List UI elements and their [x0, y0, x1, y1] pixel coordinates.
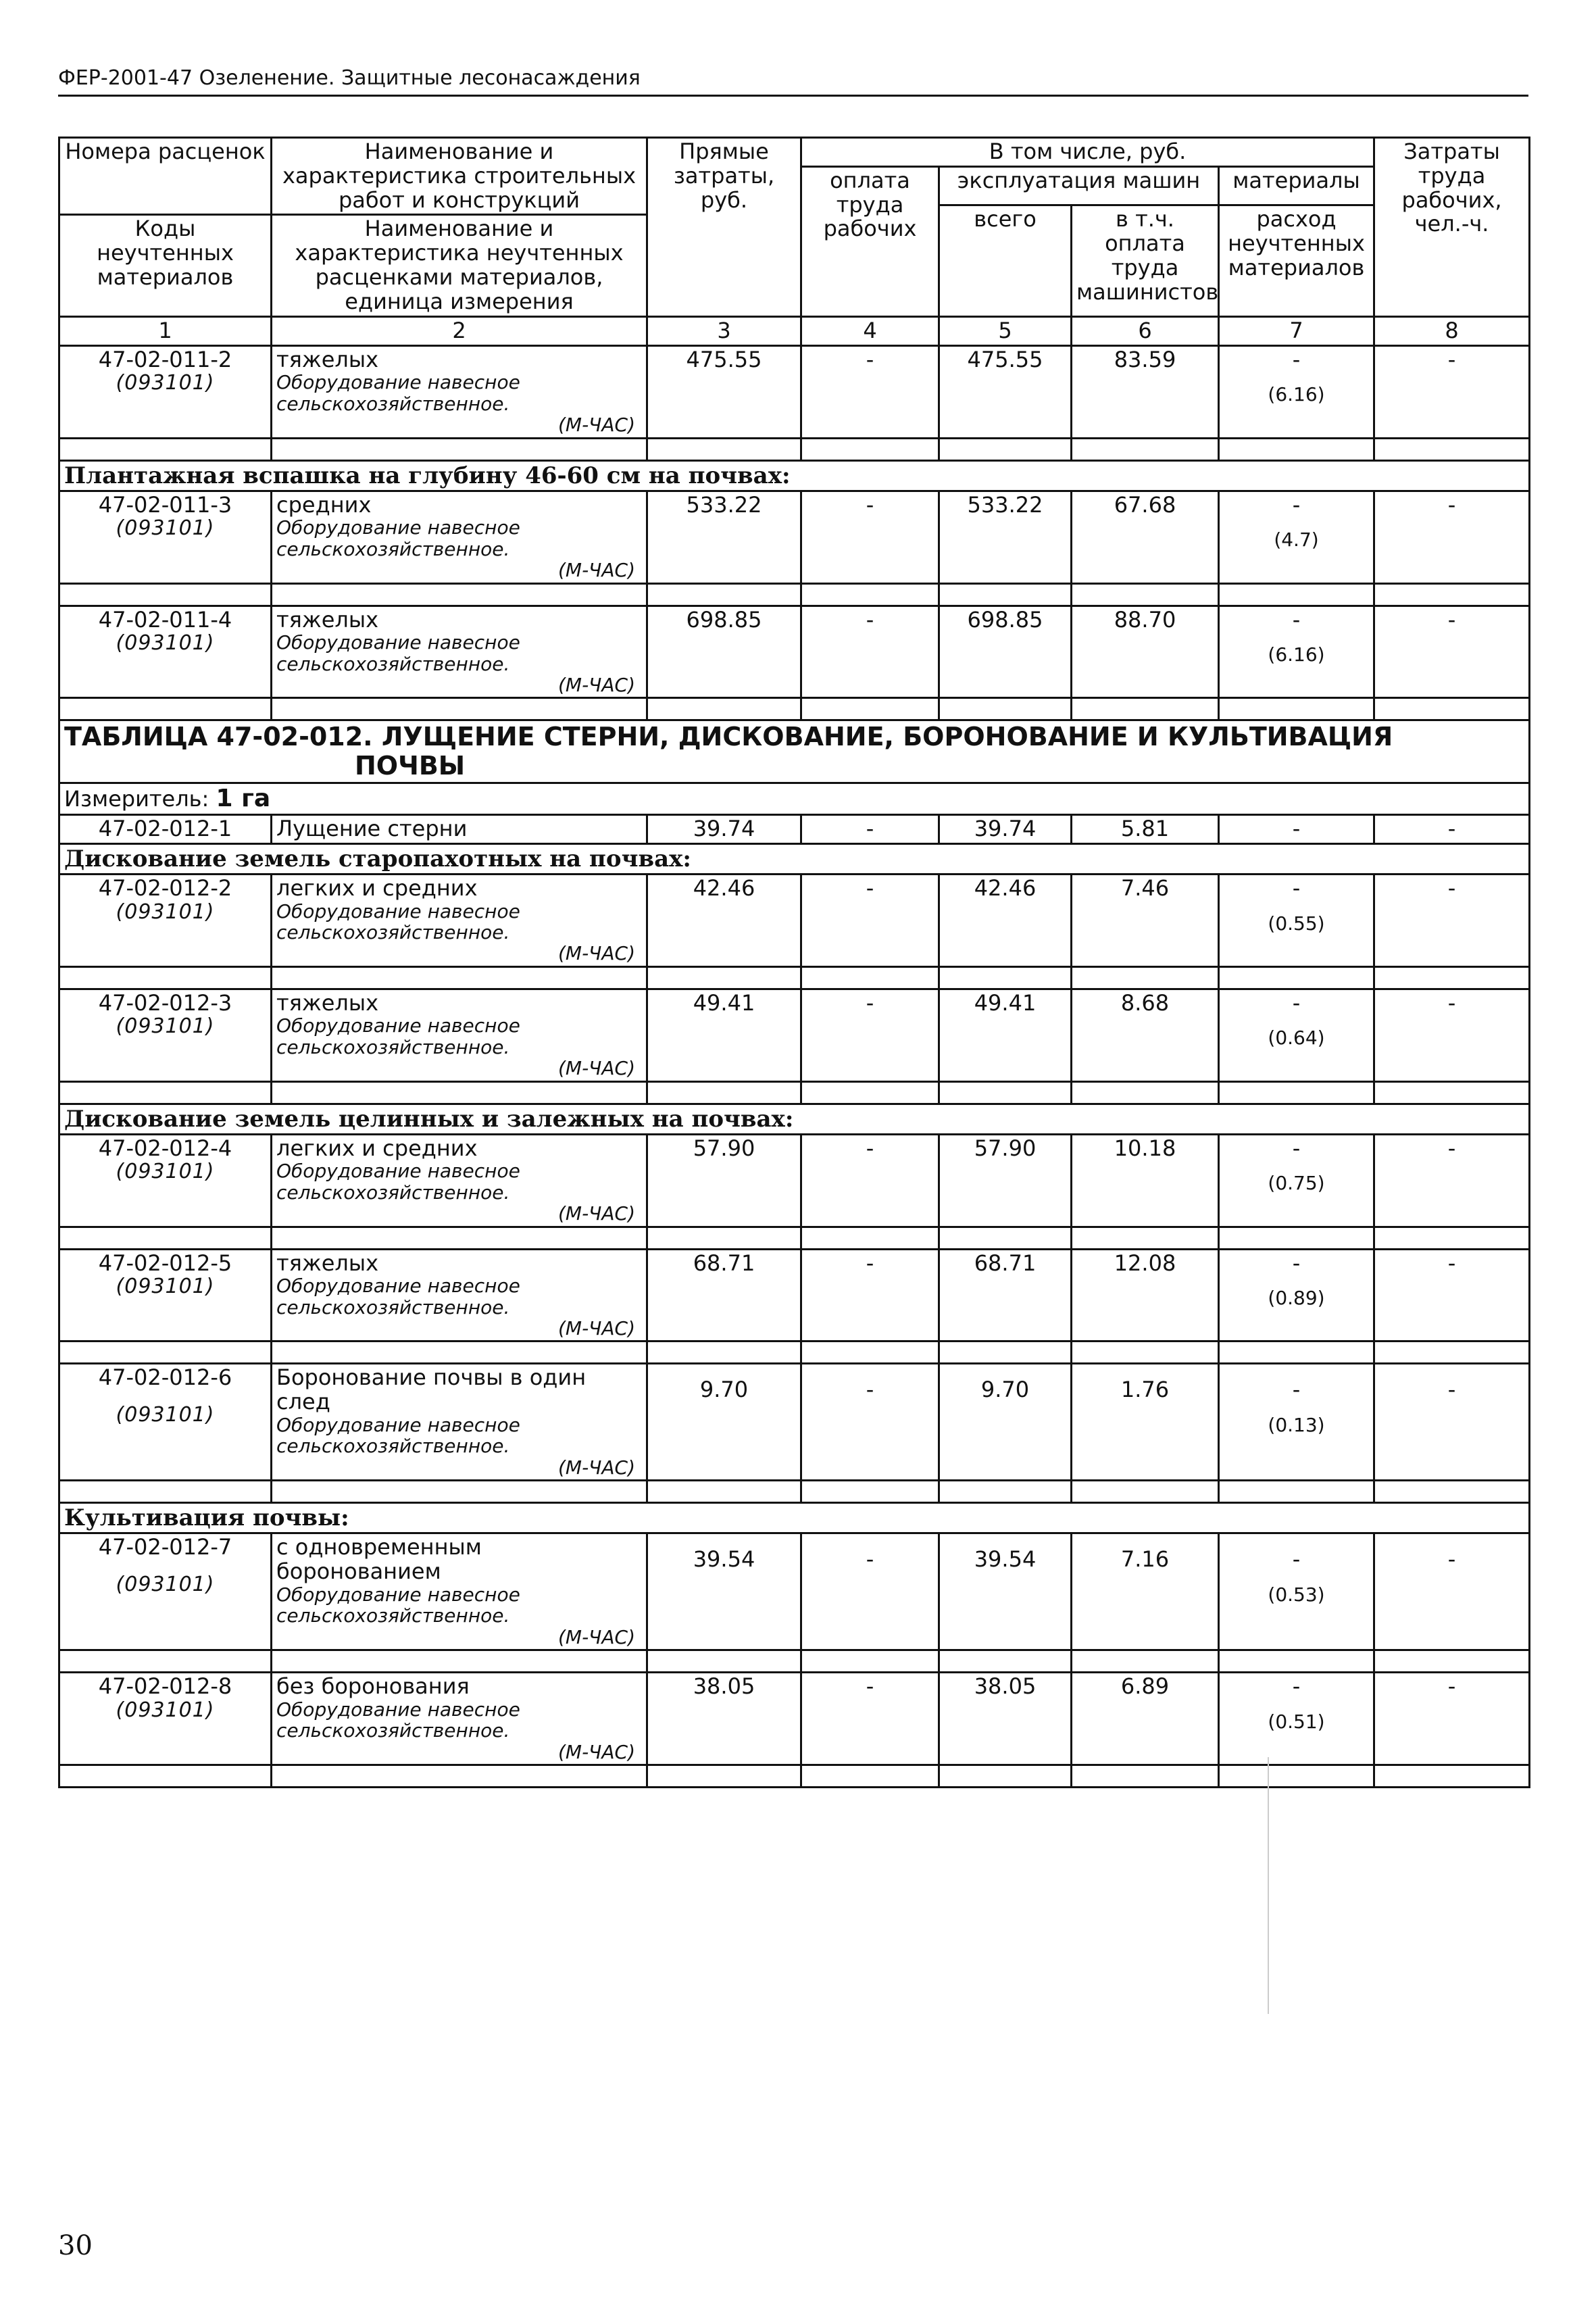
spacer-cell — [647, 1341, 801, 1364]
rate-code-cell — [59, 1672, 272, 1765]
machinist-pay: 83.59 — [1072, 345, 1219, 438]
machinist-pay: 5.81 — [1072, 814, 1219, 843]
rate-code-cell — [59, 606, 272, 698]
spacer-cell — [1219, 1081, 1374, 1104]
table-row — [59, 606, 1530, 698]
table-row — [59, 1134, 1530, 1227]
work-description — [272, 989, 647, 1081]
material-code: (093101) — [116, 1160, 215, 1184]
spacer-cell — [939, 583, 1072, 606]
machinist-pay: 88.70 — [1072, 606, 1219, 698]
labor-pay: - — [801, 814, 939, 843]
table-row — [59, 1364, 1530, 1481]
direct-cost: 698.85 — [647, 606, 801, 698]
work-name: тяжелых — [276, 346, 379, 372]
material-code: (093101) — [116, 371, 215, 395]
machinist-pay: 12.08 — [1072, 1249, 1219, 1341]
material-use-cell — [1219, 345, 1374, 438]
spacer-cell — [59, 1081, 272, 1104]
material-unit: (М-ЧАС) — [557, 1317, 635, 1340]
material-use-cell — [1219, 606, 1374, 698]
machines-total: 42.46 — [939, 874, 1072, 966]
table-row — [59, 989, 1530, 1081]
spacer-cell — [59, 438, 272, 460]
spacer-cell — [939, 1765, 1072, 1787]
work-name: средних — [276, 491, 372, 518]
material-code: (093101) — [116, 1573, 215, 1597]
direct-cost: 39.74 — [647, 814, 801, 843]
labor-pay: - — [801, 1533, 939, 1650]
direct-cost: 57.90 — [647, 1134, 801, 1227]
material-unit: (М-ЧАС) — [557, 674, 635, 697]
work-description — [272, 1364, 647, 1481]
material-use-dash: - — [1292, 1250, 1301, 1276]
table-title-line2: ПОЧВЫ — [355, 750, 466, 781]
table-row — [59, 1249, 1530, 1341]
material-use-qty: (0.89) — [1268, 1287, 1325, 1310]
spacer-cell — [272, 966, 647, 989]
rate-code-cell — [59, 1249, 272, 1341]
material-use-cell — [1219, 1364, 1374, 1481]
spacer-cell — [1374, 1650, 1530, 1672]
labor-pay: - — [801, 491, 939, 583]
spacer-cell — [59, 1765, 272, 1787]
direct-cost: 38.05 — [647, 1672, 801, 1765]
work-description — [272, 1249, 647, 1341]
work-name: тяжелых — [276, 989, 379, 1016]
spacer-cell — [647, 1481, 801, 1503]
spacer-cell — [1219, 438, 1374, 460]
spacer-cell — [1219, 966, 1374, 989]
rate-code: 47-02-012-4 — [98, 1135, 232, 1161]
section-heading: Культивация почвы: — [59, 1503, 1530, 1533]
work-name: тяжелых — [276, 1250, 379, 1276]
material-unit: (М-ЧАС) — [557, 414, 635, 437]
material-name: Оборудование навесное сельскохозяйственное. — [276, 516, 520, 560]
material-unit: (М-ЧАС) — [557, 559, 635, 582]
material-use-cell — [1219, 1249, 1374, 1341]
row-spacer — [59, 966, 1530, 989]
col-header-labor-pay: оплата труда рабочих — [801, 166, 939, 316]
labor-pay: - — [801, 606, 939, 698]
spacer-cell — [1219, 1341, 1374, 1364]
material-use-cell — [1219, 1134, 1374, 1227]
rate-code-cell — [59, 1134, 272, 1227]
rate-code: 47-02-012-6 — [98, 1364, 232, 1391]
spacer-cell — [1374, 698, 1530, 720]
material-use-dash: - — [1292, 875, 1301, 901]
material-use-dash: - — [1292, 1673, 1301, 1699]
row-spacer — [59, 1227, 1530, 1249]
spacer-cell — [1374, 1765, 1530, 1787]
rate-code: 47-02-011-3 — [98, 491, 232, 518]
spacer-cell — [1374, 438, 1530, 460]
labor-pay: - — [801, 1249, 939, 1341]
row-spacer — [59, 1765, 1530, 1787]
spacer-cell — [939, 1481, 1072, 1503]
labor-hours: - — [1374, 1364, 1530, 1481]
machinist-pay: 10.18 — [1072, 1134, 1219, 1227]
col-header-group: В том числе, руб. — [801, 138, 1374, 167]
spacer-cell — [801, 438, 939, 460]
rate-code-cell — [59, 1364, 272, 1481]
col-number: 8 — [1374, 316, 1530, 345]
material-name: Оборудование навесное сельскохозяйственное. — [276, 1414, 520, 1458]
material-use-dash: - — [1292, 346, 1301, 372]
spacer-cell — [801, 1765, 939, 1787]
spacer-cell — [939, 438, 1072, 460]
machines-total: 9.70 — [939, 1364, 1072, 1481]
machinist-pay: 7.46 — [1072, 874, 1219, 966]
spacer-cell — [272, 583, 647, 606]
material-unit: (М-ЧАС) — [557, 1057, 635, 1080]
row-spacer — [59, 438, 1530, 460]
material-use-qty: (0.13) — [1268, 1414, 1325, 1437]
work-description — [272, 1533, 647, 1650]
material-use: - — [1219, 814, 1374, 843]
section-heading: Дискование земель старопахотных на почвах: — [59, 843, 1530, 874]
labor-hours: - — [1374, 874, 1530, 966]
labor-pay: - — [801, 874, 939, 966]
machinist-pay: 7.16 — [1072, 1533, 1219, 1650]
labor-pay: - — [801, 1672, 939, 1765]
spacer-cell — [801, 1227, 939, 1249]
row-spacer — [59, 583, 1530, 606]
document-header: ФЕР-2001-47 Озеленение. Защитные лесонасаждения — [58, 66, 641, 90]
work-name: Лущение стерни — [272, 814, 647, 843]
col-header-machines: эксплуатация машин — [939, 166, 1219, 205]
spacer-cell — [801, 583, 939, 606]
material-use-qty: (6.16) — [1268, 643, 1325, 666]
labor-hours: - — [1374, 1533, 1530, 1650]
rate-code-cell — [59, 989, 272, 1081]
spacer-cell — [1072, 1081, 1219, 1104]
work-name: тяжелых — [276, 606, 379, 633]
machines-total: 698.85 — [939, 606, 1072, 698]
spacer-cell — [1072, 966, 1219, 989]
col-number: 3 — [647, 316, 801, 345]
material-use-qty: (0.64) — [1268, 1027, 1325, 1050]
rate-code: 47-02-012-2 — [98, 875, 232, 901]
measure-row — [59, 783, 1530, 814]
material-code: (093101) — [116, 631, 215, 656]
material-name: Оборудование навесное сельскохозяйственное. — [276, 1160, 520, 1204]
spacer-cell — [1072, 583, 1219, 606]
table-title — [59, 720, 1530, 783]
machines-total: 57.90 — [939, 1134, 1072, 1227]
spacer-cell — [647, 583, 801, 606]
row-spacer — [59, 1481, 1530, 1503]
spacer-cell — [801, 1081, 939, 1104]
rate-code: 47-02-012-5 — [98, 1250, 232, 1276]
material-use-dash: - — [1292, 989, 1301, 1016]
measure-value: 1 га — [216, 784, 271, 812]
col-number: 2 — [272, 316, 647, 345]
spacer-cell — [1072, 1481, 1219, 1503]
spacer-cell — [939, 966, 1072, 989]
rate-code-cell — [59, 874, 272, 966]
material-use-cell — [1219, 1672, 1374, 1765]
spacer-cell — [801, 1650, 939, 1672]
machines-total: 68.71 — [939, 1249, 1072, 1341]
machinist-pay: 67.68 — [1072, 491, 1219, 583]
spacer-cell — [801, 1481, 939, 1503]
table-row — [59, 491, 1530, 583]
labor-pay: - — [801, 1134, 939, 1227]
spacer-cell — [939, 698, 1072, 720]
col-number: 1 — [59, 316, 272, 345]
material-use-qty: (0.51) — [1268, 1710, 1325, 1733]
spacer-cell — [647, 1227, 801, 1249]
col-number: 4 — [801, 316, 939, 345]
spacer-cell — [1072, 1650, 1219, 1672]
rate-code-cell — [59, 491, 272, 583]
col-header-material-codes: Коды неучтенных материалов — [59, 215, 272, 316]
spacer-cell — [1219, 698, 1374, 720]
material-use-qty: (0.55) — [1268, 912, 1325, 935]
work-description — [272, 606, 647, 698]
page-number: 30 — [58, 2230, 93, 2261]
labor-hours: - — [1374, 606, 1530, 698]
material-name: Оборудование навесное сельскохозяйственное. — [276, 1275, 520, 1319]
material-use-cell — [1219, 874, 1374, 966]
spacer-cell — [59, 1481, 272, 1503]
material-name: Оборудование навесное сельскохозяйственное. — [276, 631, 520, 675]
spacer-cell — [1219, 1481, 1374, 1503]
table-title-line1: ТАБЛИЦА 47-02-012. ЛУЩЕНИЕ СТЕРНИ, ДИСКОВАНИЕ, БОРОНОВАНИЕ И КУЛЬТИВАЦИЯ — [64, 722, 1393, 752]
labor-pay: - — [801, 345, 939, 438]
labor-pay: - — [801, 989, 939, 1081]
col-number: 5 — [939, 316, 1072, 345]
material-code: (093101) — [116, 1403, 215, 1427]
row-spacer — [59, 1081, 1530, 1104]
work-description — [272, 491, 647, 583]
col-number: 6 — [1072, 316, 1219, 345]
col-header-material-name: Наименование и характеристика неучтенных расценками материалов, единица измерения — [272, 215, 647, 316]
spacer-cell — [801, 966, 939, 989]
row-spacer — [59, 1650, 1530, 1672]
material-code: (093101) — [116, 900, 215, 924]
col-number: 7 — [1219, 316, 1374, 345]
spacer-cell — [1219, 583, 1374, 606]
rate-code-cell — [59, 1533, 272, 1650]
spacer-cell — [59, 1341, 272, 1364]
spacer-cell — [272, 1081, 647, 1104]
spacer-cell — [1072, 1765, 1219, 1787]
work-name: легких и средних — [276, 875, 478, 901]
material-use-qty: (0.75) — [1268, 1172, 1325, 1195]
spacer-cell — [59, 583, 272, 606]
col-header-labor-hours: Затраты труда рабочих, чел.-ч. — [1374, 138, 1530, 317]
material-code: (093101) — [116, 1275, 215, 1299]
machinist-pay: 1.76 — [1072, 1364, 1219, 1481]
machinist-pay: 6.89 — [1072, 1672, 1219, 1765]
labor-hours: - — [1374, 345, 1530, 438]
table-row — [59, 1672, 1530, 1765]
spacer-cell — [939, 1650, 1072, 1672]
labor-hours: - — [1374, 814, 1530, 843]
spacer-cell — [647, 1765, 801, 1787]
labor-hours: - — [1374, 491, 1530, 583]
scan-artifact-line — [1268, 1757, 1269, 2014]
header-rule — [58, 95, 1528, 97]
col-header-material-use: расход неучтенных материалов — [1219, 205, 1374, 317]
rate-code: 47-02-012-7 — [98, 1534, 232, 1560]
work-description — [272, 1134, 647, 1227]
machines-total: 533.22 — [939, 491, 1072, 583]
work-name: без боронования — [276, 1673, 470, 1699]
col-header-rate-numbers: Номера расценок — [59, 138, 272, 215]
machines-total: 475.55 — [939, 345, 1072, 438]
material-name: Оборудование навесное сельскохозяйственное. — [276, 900, 520, 943]
material-name: Оборудование навесное сельскохозяйственное. — [276, 371, 520, 415]
spacer-cell — [939, 1081, 1072, 1104]
machines-total: 38.05 — [939, 1672, 1072, 1765]
col-header-materials: материалы — [1219, 166, 1374, 205]
material-unit: (М-ЧАС) — [557, 942, 635, 965]
spacer-cell — [59, 966, 272, 989]
material-use-dash: - — [1292, 1135, 1301, 1161]
spacer-cell — [272, 1765, 647, 1787]
table-row — [59, 1533, 1530, 1650]
labor-pay: - — [801, 1364, 939, 1481]
work-name: легких и средних — [276, 1135, 478, 1161]
spacer-cell — [272, 1227, 647, 1249]
material-use-qty: (6.16) — [1268, 383, 1325, 406]
labor-hours: - — [1374, 989, 1530, 1081]
material-use-dash: - — [1292, 491, 1301, 518]
spacer-cell — [1219, 1765, 1374, 1787]
table-row — [59, 814, 1530, 843]
spacer-cell — [647, 698, 801, 720]
material-unit: (М-ЧАС) — [557, 1456, 635, 1479]
spacer-cell — [1374, 966, 1530, 989]
work-description — [272, 345, 647, 438]
spacer-cell — [1374, 1341, 1530, 1364]
rate-code: 47-02-012-1 — [59, 814, 272, 843]
material-code: (093101) — [116, 1698, 215, 1722]
material-use-qty: (4.7) — [1274, 528, 1319, 551]
machines-total: 39.74 — [939, 814, 1072, 843]
material-unit: (М-ЧАС) — [557, 1625, 635, 1648]
material-use-dash: - — [1292, 1546, 1301, 1573]
material-unit: (М-ЧАС) — [557, 1202, 635, 1225]
row-spacer — [59, 1341, 1530, 1364]
spacer-cell — [647, 438, 801, 460]
material-code: (093101) — [116, 1014, 215, 1039]
spacer-cell — [272, 698, 647, 720]
work-description — [272, 1672, 647, 1765]
work-name: Боронование почвы в один след — [276, 1364, 587, 1415]
material-use-cell — [1219, 1533, 1374, 1650]
rate-code: 47-02-012-3 — [98, 989, 232, 1016]
rate-code: 47-02-011-2 — [98, 346, 232, 372]
spacer-cell — [59, 1227, 272, 1249]
spacer-cell — [1072, 438, 1219, 460]
material-name: Оборудование навесное сельскохозяйственное. — [276, 1698, 520, 1742]
spacer-cell — [1374, 1481, 1530, 1503]
machines-total: 39.54 — [939, 1533, 1072, 1650]
rate-code: 47-02-011-4 — [98, 606, 232, 633]
material-name: Оборудование навесное сельскохозяйственное. — [276, 1014, 520, 1058]
spacer-cell — [1219, 1227, 1374, 1249]
spacer-cell — [1072, 1227, 1219, 1249]
spacer-cell — [647, 1650, 801, 1672]
section-heading: Плантажная вспашка на глубину 46-60 см на почвах: — [59, 460, 1530, 491]
machinist-pay: 8.68 — [1072, 989, 1219, 1081]
table-row — [59, 874, 1530, 966]
spacer-cell — [939, 1341, 1072, 1364]
material-use-dash: - — [1292, 606, 1301, 633]
material-name: Оборудование навесное сельскохозяйственное. — [276, 1583, 520, 1627]
col-header-machines-total: всего — [939, 205, 1072, 317]
material-code: (093101) — [116, 516, 215, 541]
labor-hours: - — [1374, 1672, 1530, 1765]
spacer-cell — [1374, 1081, 1530, 1104]
row-spacer — [59, 698, 1530, 720]
measure-label: Измеритель: — [64, 785, 209, 812]
rate-code: 47-02-012-8 — [98, 1673, 232, 1699]
spacer-cell — [272, 1341, 647, 1364]
col-header-work-name: Наименование и характеристика строительных работ и конструкций — [272, 138, 647, 215]
section-heading: Дискование земель целинных и залежных на почвах: — [59, 1104, 1530, 1134]
labor-hours: - — [1374, 1249, 1530, 1341]
spacer-cell — [939, 1227, 1072, 1249]
spacer-cell — [801, 1341, 939, 1364]
direct-cost: 68.71 — [647, 1249, 801, 1341]
spacer-cell — [801, 698, 939, 720]
spacer-cell — [272, 438, 647, 460]
spacer-cell — [59, 1650, 272, 1672]
material-use-cell — [1219, 989, 1374, 1081]
direct-cost: 42.46 — [647, 874, 801, 966]
spacer-cell — [647, 966, 801, 989]
spacer-cell — [1374, 583, 1530, 606]
material-unit: (М-ЧАС) — [557, 1740, 635, 1763]
spacer-cell — [272, 1650, 647, 1672]
material-use-cell — [1219, 491, 1374, 583]
direct-cost: 533.22 — [647, 491, 801, 583]
work-description — [272, 874, 647, 966]
material-use-qty: (0.53) — [1268, 1583, 1325, 1606]
direct-cost: 9.70 — [647, 1364, 801, 1481]
spacer-cell — [1219, 1650, 1374, 1672]
direct-cost: 39.54 — [647, 1533, 801, 1650]
spacer-cell — [1072, 1341, 1219, 1364]
direct-cost: 475.55 — [647, 345, 801, 438]
rate-code-cell — [59, 345, 272, 438]
spacer-cell — [59, 698, 272, 720]
col-header-machinist-pay: в т.ч. оплата труда машинистов — [1072, 205, 1219, 317]
work-name: с одновременным боронованием — [276, 1534, 482, 1585]
rates-table — [58, 137, 1530, 1788]
direct-cost: 49.41 — [647, 989, 801, 1081]
spacer-cell — [272, 1481, 647, 1503]
labor-hours: - — [1374, 1134, 1530, 1227]
spacer-cell — [1374, 1227, 1530, 1249]
spacer-cell — [1072, 698, 1219, 720]
spacer-cell — [647, 1081, 801, 1104]
material-use-dash: - — [1292, 1377, 1301, 1403]
machines-total: 49.41 — [939, 989, 1072, 1081]
col-header-direct-costs: Прямые затраты, руб. — [647, 138, 801, 317]
table-row — [59, 345, 1530, 438]
